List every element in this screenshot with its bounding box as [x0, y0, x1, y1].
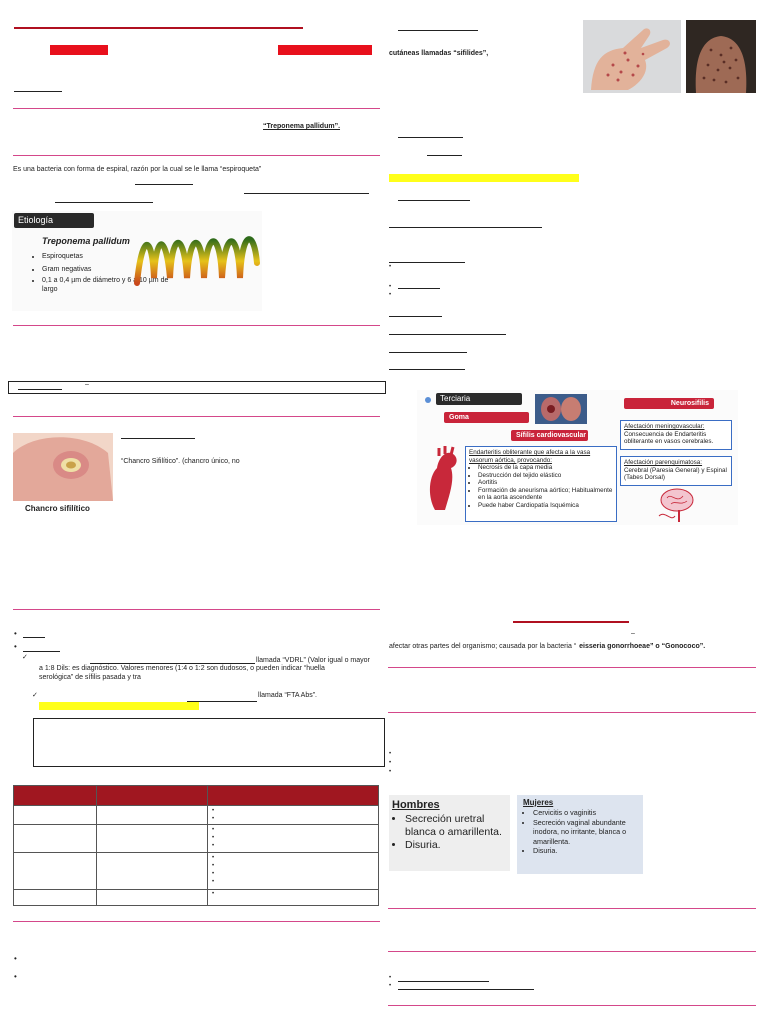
- section-divider: [13, 155, 380, 156]
- blank-underline: [121, 438, 195, 439]
- hand-rash-photo: [583, 20, 681, 93]
- red-highlight-right: [278, 45, 372, 55]
- gonococo-text: eisseria gonorrhoeae” o “Gonococo”.: [579, 643, 706, 650]
- section-divider: [388, 951, 756, 952]
- table-cell: [97, 890, 208, 906]
- blank-underline: [389, 352, 467, 353]
- chancre-image: [13, 433, 113, 501]
- blank-underline: [23, 637, 45, 638]
- table-cell: •: [208, 890, 379, 906]
- blank-underline: [90, 663, 255, 664]
- section-divider: [13, 325, 380, 326]
- table-cell: [97, 825, 208, 853]
- table-cell: • • • •: [208, 853, 379, 890]
- table-cell: [97, 806, 208, 825]
- endarteritis-title: Endarteritis obliterante que afecta a la vasa vasorum aórtica, provocando:: [469, 449, 591, 464]
- endarteritis-list: [469, 464, 613, 509]
- blank-underline: [244, 193, 369, 194]
- check-icon: ✓: [22, 654, 28, 661]
- blank-underline: [18, 389, 62, 390]
- blank-underline: [135, 184, 193, 185]
- section-divider: [388, 667, 756, 668]
- blank-underline: [398, 30, 478, 31]
- blank-underline: [389, 369, 465, 370]
- bullet-dot: •: [14, 642, 17, 651]
- bullet-dot: •: [389, 284, 392, 290]
- dash-text: –: [631, 630, 635, 637]
- chancre-caption: Chancro sifilítico: [25, 504, 90, 513]
- bacteria-sentence: Es una bacteria con forma de espiral, razón por la cual se le llama “espiroqueta”: [13, 166, 262, 173]
- list-item: • Secreción uretral blanca o amarillenta.: [405, 813, 510, 839]
- parenquimatosa-box: [620, 456, 732, 486]
- table-cell: [97, 853, 208, 890]
- bullet-dot: •: [14, 972, 17, 981]
- blank-underline: [389, 316, 442, 317]
- blank-underline: [389, 227, 542, 228]
- back-rash-photo: [686, 20, 756, 93]
- vdrl-text-2: a 1:8 Dils: es diagnóstico. Valores menores (1:4 o 1:2 son dudosos, o pueden indicar “huella: [39, 665, 325, 672]
- blank-underline: [398, 981, 489, 982]
- check-icon: ✓: [32, 692, 38, 699]
- bullet-dot: •: [389, 983, 392, 989]
- bullet-dot: •: [389, 292, 392, 298]
- neurosifilis-label: Neurosifilis: [624, 398, 714, 409]
- sifilides-text: cutáneas llamadas “sifilides”,: [389, 50, 489, 57]
- endarteritis-box: [465, 446, 617, 522]
- etiology-bullet: • Gram negativas: [42, 263, 172, 276]
- mujeres-title: Mujeres: [523, 798, 554, 807]
- table-header-row: [14, 786, 379, 806]
- section-divider: [388, 1005, 756, 1006]
- section-divider: [388, 712, 756, 713]
- etiology-figure: [12, 211, 262, 311]
- blank-underline: [55, 202, 153, 203]
- yellow-highlight: [389, 174, 579, 182]
- parenq-title: Afectación parenquimatosa:: [624, 459, 703, 466]
- list-item: • Aortitis: [478, 479, 613, 487]
- mujeres-box: [517, 795, 643, 874]
- table-cell: • • •: [208, 825, 379, 853]
- table-row: [14, 890, 379, 906]
- table-header-cell: [97, 786, 208, 806]
- list-item: • Formación de aneurisma aórtico; Habitualmente en la aorta ascendente: [478, 487, 613, 502]
- title-underline: [14, 27, 303, 29]
- stages-table: [13, 785, 379, 906]
- hombres-list: [389, 813, 510, 852]
- list-item: • Cervicitis o vaginitis: [533, 808, 643, 818]
- treponema-inline-text: “Treponema pallidum”.: [263, 123, 341, 130]
- brain-icon: [653, 486, 703, 524]
- list-item: • Disuria.: [533, 846, 643, 856]
- terciaria-heading: Terciaria: [436, 393, 522, 405]
- table-row: [14, 825, 379, 853]
- table-cell: [14, 853, 97, 890]
- etiology-subtitle: Treponema pallidum: [42, 236, 130, 246]
- table-cell: • •: [208, 806, 379, 825]
- spirochete-image: [132, 223, 262, 303]
- etiology-heading: Etiología: [14, 213, 94, 228]
- blank-underline: [427, 155, 462, 156]
- chancre-description: “Chancro Sifilítico”. (chancro único, no: [121, 458, 240, 465]
- blank-underline: [389, 334, 506, 335]
- red-highlight-left: [50, 45, 108, 55]
- section-divider: [13, 416, 380, 417]
- section-divider: [388, 908, 756, 909]
- parenq-text: Cerebral (Paresia General) y Espinal (Tabes Dorsal): [624, 466, 727, 481]
- goma-label: Goma: [444, 412, 529, 423]
- gonorrhea-text: afectar otras partes del organismo; causada por la bacteria “: [389, 643, 577, 650]
- note-box: [33, 718, 385, 767]
- list-item: • Puede haber Cardiopatía Isquémica: [478, 502, 613, 510]
- title-underline: [513, 621, 629, 623]
- hombres-box: [389, 795, 510, 871]
- bullet-dot: •: [389, 751, 392, 757]
- blank-underline: [398, 989, 534, 990]
- blank-underline: [398, 288, 440, 289]
- goma-photo: [535, 394, 587, 424]
- list-item: • Secreción vaginal abundante inodora, no irritante, blanca o amarillenta.: [533, 818, 643, 847]
- blank-underline: [398, 200, 470, 201]
- mujeres-list: [517, 808, 643, 856]
- terciaria-figure: [417, 390, 738, 525]
- yellow-highlight: [39, 702, 199, 710]
- table-row: [14, 853, 379, 890]
- bullet-dot: •: [14, 954, 17, 963]
- fta-text: llamada “FTA Abs”.: [258, 692, 318, 699]
- section-divider: [13, 609, 380, 610]
- dash-text: –: [85, 381, 89, 388]
- list-item: • Destrucción del tejido elástico: [478, 472, 613, 480]
- meningo-title: Afectación meningovascular:: [624, 423, 705, 430]
- table-cell: [14, 825, 97, 853]
- blank-underline: [389, 262, 465, 263]
- bullet-dot: •: [389, 769, 392, 775]
- section-divider: [13, 108, 380, 109]
- bullet-dot: •: [389, 975, 392, 981]
- table-header-cell: [208, 786, 379, 806]
- circle-marker-icon: [425, 397, 431, 403]
- list-item: • Disuria.: [405, 839, 510, 852]
- underline-short: [14, 91, 62, 92]
- table-row: [14, 806, 379, 825]
- hombres-title: Hombres: [392, 799, 440, 811]
- table-cell: [14, 890, 97, 906]
- gonorrhea-line: [389, 643, 705, 651]
- table-cell: [14, 806, 97, 825]
- blank-underline: [398, 137, 463, 138]
- meningovascular-box: [620, 420, 732, 450]
- table-header-cell: [14, 786, 97, 806]
- blank-underline: [23, 651, 60, 652]
- bullet-dot: •: [14, 629, 17, 638]
- vdrl-text: llamada “VDRL” (Valor igual o mayor: [256, 657, 370, 664]
- stage-box: [8, 381, 386, 394]
- bullet-dot: •: [389, 264, 392, 270]
- vdrl-text-3: serológica” de sífilis pasada y tra: [39, 674, 141, 681]
- section-divider: [13, 921, 380, 922]
- cardio-label: Sífilis cardiovascular: [511, 430, 588, 441]
- meningo-text: Consecuencia de Endarteritis obliterante en vasos cerebrales.: [624, 430, 714, 445]
- etiology-bullet: • Espiroquetas: [42, 250, 172, 263]
- aorta-icon: [423, 446, 461, 510]
- list-item: • Necrosis de la capa media: [478, 464, 613, 472]
- etiology-bullet: • 0,1 a 0,4 µm de diámetro y 6 a 10 µm de largo: [42, 276, 172, 294]
- bullet-dot: •: [389, 760, 392, 766]
